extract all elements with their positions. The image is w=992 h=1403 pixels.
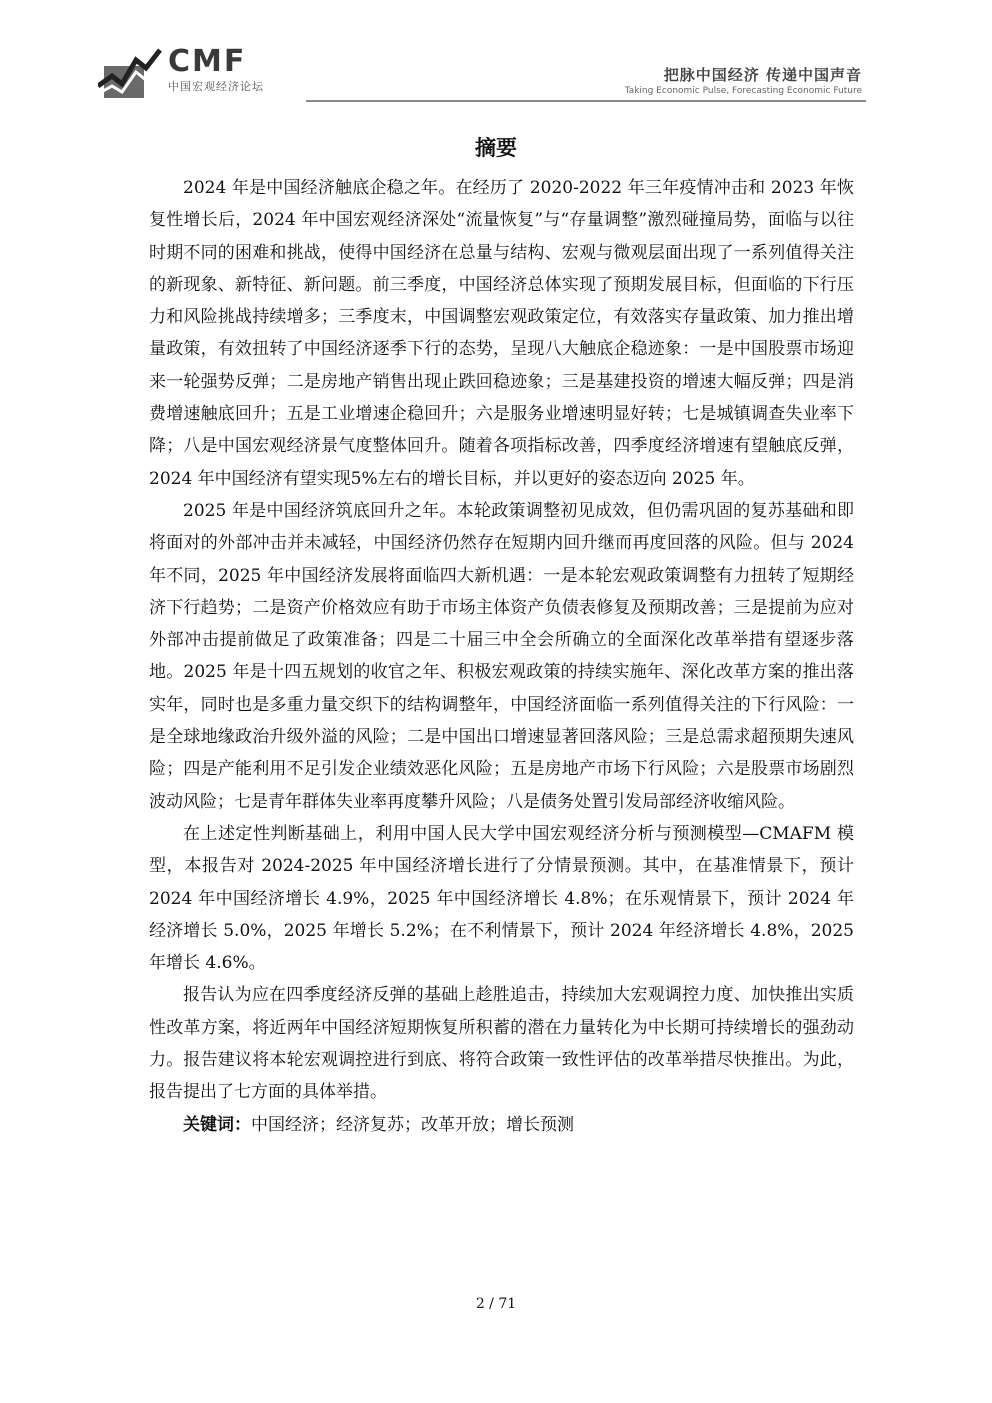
page-header [96, 40, 866, 106]
abstract-body [149, 172, 854, 1141]
slogan-english: Taking Economic Pulse, Forecasting Economic Future [624, 86, 862, 96]
logo-text: CMF [168, 44, 247, 79]
page-title: 摘要 [475, 135, 517, 160]
paragraph: 在上述定性判断基础上，利用中国人民大学中国宏观经济分析与预测模型—CMAFM 模型，本报告对 2024-2025 年中国经济增长进行了分情景预测。其中，在基准情景下，预计 2024 年中国经济增长 4.9%，2025 年中国经济增长 4.8%；在乐观情景下，预计 2024 年经济增长 5.0%，2025 年增长 5.2%；在不利情景下，预计 2024 年经济增长 4.8%，2025 年增长 4.6%。 [149, 823, 854, 974]
keywords-line [149, 1109, 854, 1141]
chart-logo-icon [98, 46, 162, 102]
header-divider [306, 100, 866, 102]
logo-subtitle: 中国宏观经济论坛 [168, 80, 264, 93]
paragraph: 2024 年是中国经济触底企稳之年。在经历了 2020-2022 年三年疫情冲击和 2023 年恢复性增长后，2024 年中国宏观经济深处“流量恢复”与“存量调整”激烈碰撞局势，面临与以往时期不同的困难和挑战，使得中国经济在总量与结构、宏观与微观层面出现了一系列值得关注的新现象、新特征、新问题。前三季度，中国经济总体实现了预期发展目标，但面临的下行压力和风险挑战持续增多；三季度末，中国调整宏观政策定位，有效落实存量政策、加力推出增量政策，有效扭转了中国经济逐季下行的态势，呈现八大触底企稳迹象：一是中国股票市场迎来一轮强势反弹；二是房地产销售出现止跌回稳迹象；三是基建投资的增速大幅反弹；四是消费增速触底回升；五是工业增速企稳回升；六是服务业增速明显好转；七是城镇调查失业率下降；八是中国宏观经济景气度整体回升。随着各项指标改善，四季度经济增速有望触底反弹，2024 年中国经济有望实现5%左右的增长目标，并以更好的姿态迈向 2025 年。 [149, 178, 854, 489]
paragraph: 报告认为应在四季度经济反弹的基础上趁胜追击，持续加大宏观调控力度、加快推出实质性改革方案，将近两年中国经济短期恢复所积蓄的潜在力量转化为中长期可持续增长的强劲动力。报告建议将本轮宏观调控进行到底、将符合政策一致性评估的改革举措尽快推出。为此，报告提出了七方面的具体举措。 [149, 985, 854, 1103]
keywords-label: 关键词： [183, 1114, 251, 1135]
page-number: 2 / 71 [475, 1296, 517, 1312]
slogan-chinese: 把脉中国经济 传递中国声音 [663, 66, 862, 84]
keywords-text: 中国经济；经济复苏；改革开放；增长预测 [251, 1114, 574, 1135]
paragraph: 2025 年是中国经济筑底回升之年。本轮政策调整初见成效，但仍需巩固的复苏基础和即将面对的外部冲击并未减轻，中国经济仍然存在短期内回升继而再度回落的风险。但与 2024 年不同，2025 年中国经济发展将面临四大新机遇：一是本轮宏观政策调整有力扭转了短期经济下行趋势；二是资产价格效应有助于市场主体资产负债表修复及预期改善；三是提前为应对外部冲击提前做足了政策准备；四是二十届三中全会所确立的全面深化改革举措有望逐步落地。2025 年是十四五规划的收官之年、积极宏观政策的持续实施年、深化改革方案的推出落实年，同时也是多重力量交织下的结构调整年，中国经济面临一系列值得关注的下行风险：一是全球地缘政治升级外溢的风险；二是中国出口增速显著回落风险；三是总需求超预期失速风险；四是产能利用不足引发企业绩效恶化风险；五是房地产市场下行风险；六是股票市场剧烈波动风险；七是青年群体失业率再度攀升风险；八是债务处置引发局部经济收缩风险。 [149, 500, 854, 812]
header-slogan [625, 64, 862, 96]
cmf-logo [96, 40, 346, 106]
